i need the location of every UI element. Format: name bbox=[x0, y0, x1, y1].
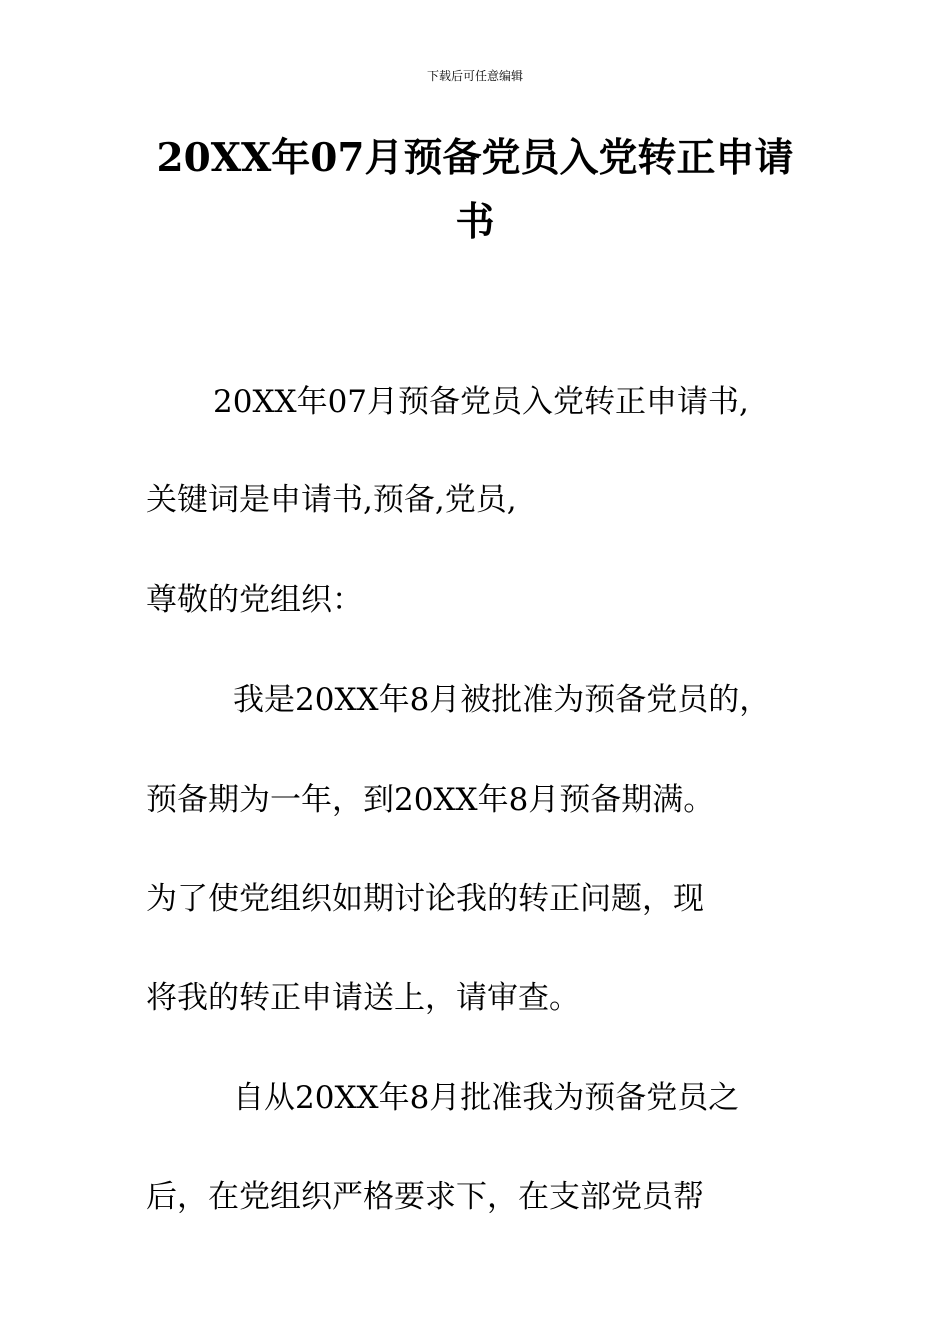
body-line-1: 20XX年07月预备党员入党转正申请书, bbox=[213, 384, 749, 420]
document-title bbox=[120, 126, 830, 254]
body-line-8: 自从20XX年8月批准我为预备党员之 bbox=[233, 1080, 740, 1116]
title-line-1: 20XX年07月预备党员入党转正申请 bbox=[156, 135, 794, 181]
body-line-4: 我是20XX年8月被批准为预备党员的， bbox=[233, 682, 771, 718]
body-line-7: 将我的转正申请送上，请审查。 bbox=[146, 980, 580, 1016]
salutation: 尊敬的党组织： bbox=[146, 582, 363, 618]
body-line-9: 后，在党组织严格要求下，在支部党员帮 bbox=[146, 1179, 704, 1215]
body-line-5: 预备期为一年，到20XX年8月预备期满。 bbox=[146, 782, 715, 818]
title-line-2: 书 bbox=[455, 199, 495, 245]
body-line-2: 关键词是申请书,预备,党员, bbox=[146, 482, 517, 518]
body-line-6: 为了使党组织如期讨论我的转正问题，现 bbox=[146, 881, 704, 917]
header-note: 下载后可任意编辑 bbox=[426, 69, 523, 83]
